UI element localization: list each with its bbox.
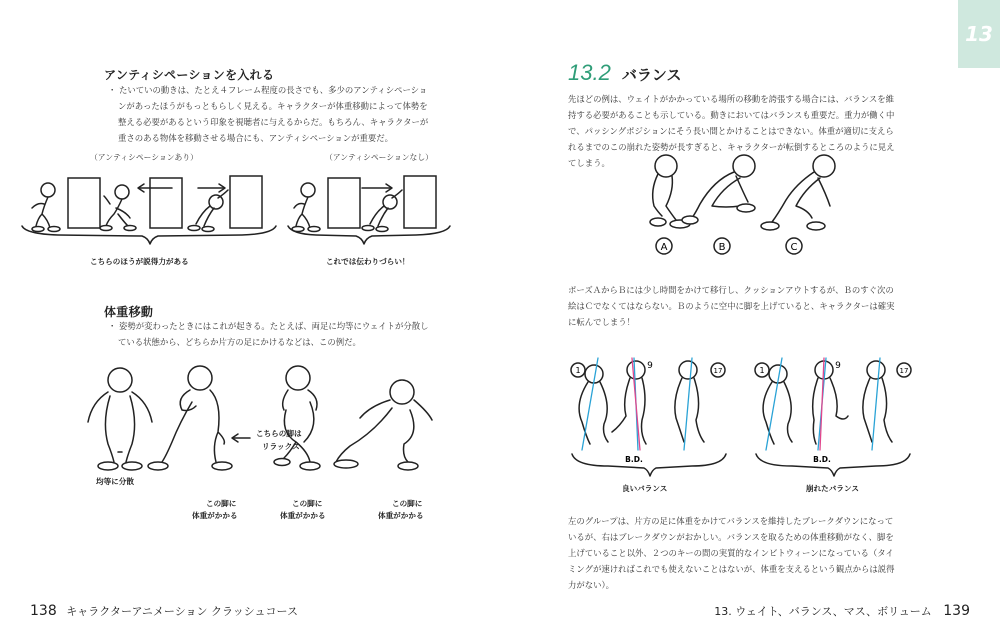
right-page-number: 139 [943, 603, 970, 619]
caption-even: 均等に分散 [96, 477, 134, 486]
caption-with-anticipation: こちらのほうが説得力がある [90, 257, 189, 266]
paragraph-1: 先ほどの例は、ウェイトがかかっている場所の移動を誇張する場合には、バランスを維持する必要があることも示している。動きにおいてはバランスも重要だ。重力が働く中で、パッシングポジションにそう長い間とかけることはできない。体重が適切に支えられるまでのこの崩れた姿勢が長すぎると、キャラクターが転倒するところのように見えてしまう。 [568, 94, 895, 168]
bad-bd-label: B.D. [813, 455, 831, 464]
caption-leg-c-2: 体重がかかる [378, 511, 424, 520]
chapter-title: 13. ウェイト、バランス、マス、ボリューム [714, 605, 932, 618]
anticipation-bullet: ・ たいていの動きは、たとえ４フレーム程度の長さでも、多少のアンティシペーションがあったほうがもっともらしく見える。キャラクターが体重移動によって体勢を整える必要があるという印象を視聴者に与えるからだ。もちろん、キャラクターが重さのある物体を移動させる場合にも、アンティシペーションが重要だ。 [108, 85, 429, 143]
bad-frame-17: 17 [899, 367, 909, 375]
abc-poses-illustration [636, 150, 836, 260]
good-balance-illustration [568, 350, 728, 480]
caption-bad-balance: 崩れたバランス [806, 484, 859, 493]
caption-leg-b-1: この脚に [292, 499, 323, 508]
label-without-anticipation: （アンティシペーションなし） [325, 153, 433, 162]
caption-leg-c-1: この脚に [392, 499, 423, 508]
weight-shift-heading: 体重移動 [104, 305, 154, 319]
caption-relax-1: こちらの脚は [256, 429, 302, 438]
caption-without-anticipation: これでは伝わりづらい！ [326, 257, 410, 266]
right-footer [714, 603, 970, 619]
good-bd-label: B.D. [625, 455, 643, 464]
anticipation-without-illustration [286, 168, 454, 248]
pose-label-a: A [660, 242, 668, 253]
pose-label-c: C [790, 242, 798, 253]
section-heading [568, 60, 681, 86]
chapter-tab: 13 [958, 0, 1000, 68]
pose-label-b: B [718, 242, 726, 253]
left-footer [30, 603, 298, 619]
anticipation-heading: アンティシペーションを入れる [104, 68, 275, 82]
good-frame-17: 17 [713, 367, 723, 375]
label-with-anticipation: （アンティシペーションあり） [90, 153, 198, 162]
weight-shift-bullet: ・ 姿勢が変わったときにはこれが起きる。たとえば、両足に均等にウェイトが分散している状態から、どちらか片方の足にかけるなどは、この例だ。 [108, 321, 429, 347]
bad-frame-9: 9 [835, 361, 841, 371]
caption-leg-b-2: 体重がかかる [280, 511, 326, 520]
weight-shift-illustration [84, 362, 444, 482]
section-number: 13.2 [568, 60, 611, 85]
good-frame-1: 1 [575, 366, 581, 375]
good-frame-9: 9 [647, 361, 653, 371]
left-page-number: 138 [30, 603, 57, 619]
book-title: キャラクターアニメーション クラッシュコース [66, 605, 298, 618]
caption-relax-2: リラックス [262, 442, 300, 451]
bad-balance-illustration [752, 350, 912, 480]
paragraph-3: 左のグループは、片方の足に体重をかけてバランスを維持したブレークダウンになっているが、右はブレークダウンがおかしい。バランスを取るための体重移動がなく、脚を上げていること以外、２つのキーの間の実質的なインビトウィーンになっている（タイミングが速ければこれでも使えないことはないが、体重を支えるという観点からは説得力がない）。 [568, 516, 895, 590]
caption-leg-a-2: 体重がかかる [192, 511, 238, 520]
caption-good-balance: 良いバランス [622, 484, 668, 493]
anticipation-with-illustration [18, 168, 278, 248]
caption-leg-a-1: この脚に [206, 499, 237, 508]
paragraph-2: ポーズＡからＢには少し時間をかけて移行し、クッションアウトするが、Ｂのすぐ次の絵はＣでなくてはならない。Ｂのように空中に脚を上げていると、キャラクターは確実に転んでしまう！ [568, 285, 895, 327]
section-title: バランス [621, 66, 682, 84]
bad-frame-1: 1 [759, 366, 765, 375]
